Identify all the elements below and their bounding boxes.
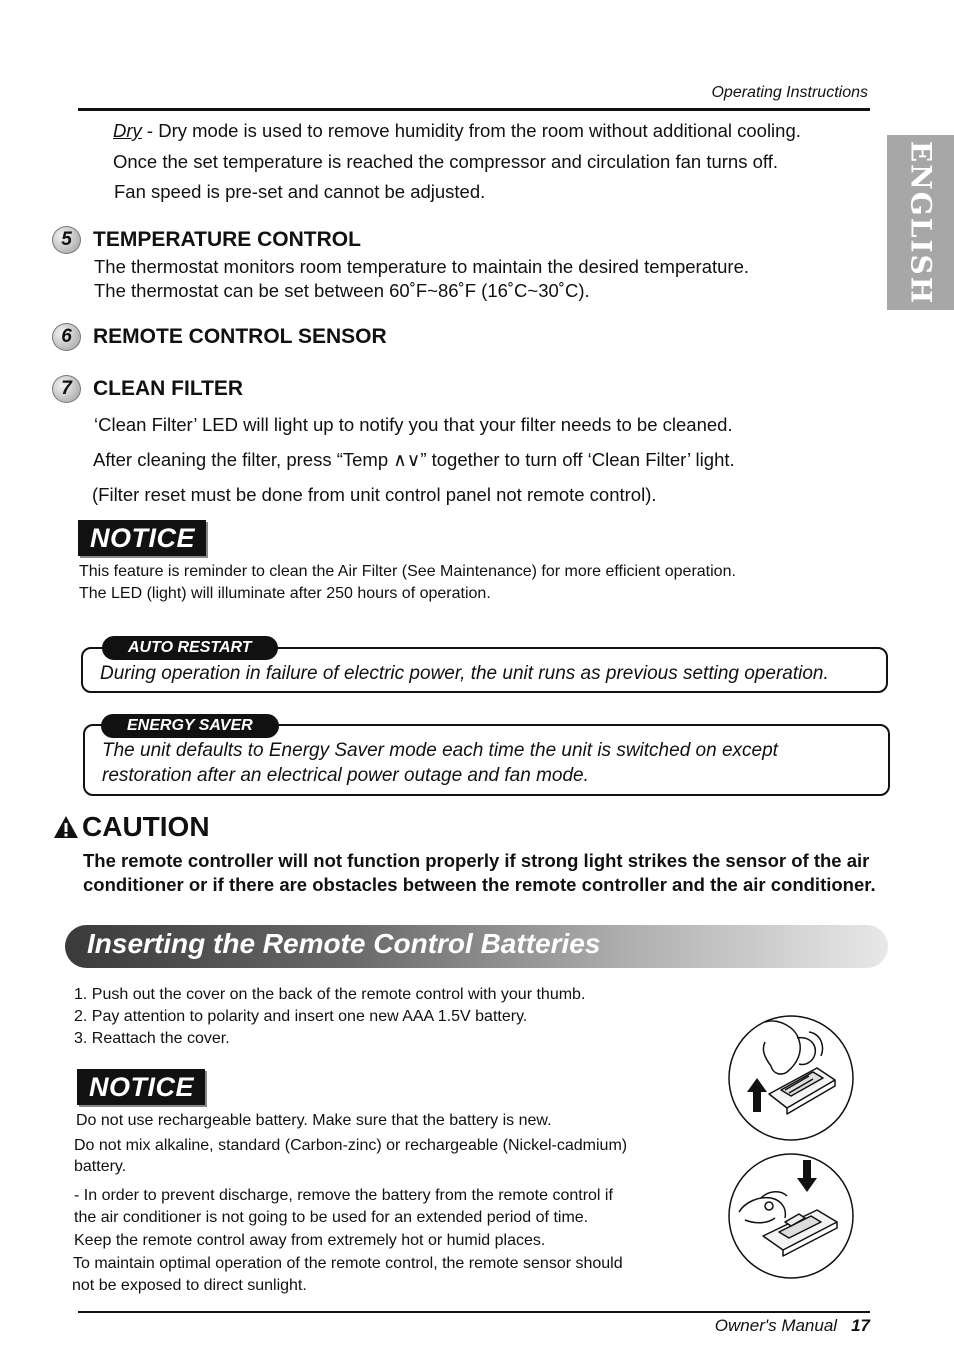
section-title: REMOTE CONTROL SENSOR [93,325,387,348]
battery-step-3: 3. Reattach the cover. [74,1030,230,1047]
notice-label: NOTICE [78,520,206,556]
energy-saver-line-1: The unit defaults to Energy Saver mode each time the unit is switched on except [102,740,778,761]
warning-triangle-icon [53,815,79,839]
dry-line-2: Once the set temperature is reached the compressor and circulation fan turns off. [113,151,778,172]
notice2-line-2: Do not mix alkaline, standard (Carbon-zinc) or rechargeable (Nickel-cadmium) [74,1137,628,1154]
energy-saver-label: ENERGY SAVER [101,714,279,738]
notice2-line-3: battery. [74,1158,127,1175]
section-title: CLEAN FILTER [93,377,244,400]
section-temperature-control [52,226,361,254]
dry-line-1 [113,120,801,142]
remove-battery-cover-illustration [725,1012,857,1144]
energy-saver-line-2: restoration after an electrical power outage and fan mode. [102,765,589,786]
caution-heading [53,811,210,843]
battery-step-2: 2. Pay attention to polarity and insert one new AAA 1.5V battery. [74,1008,528,1025]
notice2-line-6: Keep the remote control away from extremely hot or humid places. [74,1232,546,1249]
clean-filter-line-1: ‘Clean Filter’ LED will light up to notify you that your filter needs to be cleaned. [94,414,733,435]
footer-label: Owner's Manual [714,1316,838,1335]
caution-line-2: conditioner or if there are obstacles between the remote controller and the air conditioner. [83,874,876,895]
notice2-line-5: the air conditioner is not going to be used for an extended period of time. [74,1209,589,1226]
battery-step-1: 1. Push out the cover on the back of the remote control with your thumb. [74,986,586,1003]
auto-restart-text: During operation in failure of electric power, the unit runs as previous setting operation. [100,663,829,684]
header-title: Operating Instructions [711,84,868,101]
notice2-line-8: not be exposed to direct sunlight. [72,1277,307,1294]
dry-keyword: Dry [113,120,142,141]
insert-battery-illustration [725,1152,857,1282]
header-rule [78,108,870,111]
language-tab-label: ENGLISH [904,140,937,305]
notice-line-2: The LED (light) will illuminate after 250 hours of operation. [79,585,491,602]
notice2-line-4: - In order to prevent discharge, remove the battery from the remote control if [74,1187,613,1204]
footer [715,1316,870,1336]
section-title: TEMPERATURE CONTROL [93,228,361,251]
section-number-badge: 6 [52,323,81,351]
auto-restart-label: AUTO RESTART [102,636,278,660]
notice2-line-7: To maintain optimal operation of the remote control, the remote sensor should [73,1255,623,1272]
clean-filter-line-3: (Filter reset must be done from unit control panel not remote control). [92,484,657,505]
section-remote-control-sensor [52,323,387,351]
notice-line-1: This feature is reminder to clean the Air Filter (See Maintenance) for more efficient operation. [79,563,736,580]
temperature-line-1: The thermostat monitors room temperature to maintain the desired temperature. [94,256,749,277]
language-tab [887,135,954,310]
section-number-badge: 7 [52,375,81,403]
clean-filter-line-2: After cleaning the filter, press “Temp ∧∨” together to turn off ‘Clean Filter’ light. [93,449,735,470]
caution-title: CAUTION [82,811,210,842]
notice-label: NOTICE [77,1069,205,1105]
page-number: 17 [851,1316,870,1335]
dry-line-1-text: - Dry mode is used to remove humidity from the room without additional cooling. [141,120,801,141]
temperature-line-2: The thermostat can be set between 60˚F~86˚F (16˚C~30˚C). [94,280,590,301]
section-banner [65,925,888,968]
caution-line-1: The remote controller will not function properly if strong light strikes the sensor of the air [83,850,870,871]
section-clean-filter [52,375,243,403]
footer-rule [78,1311,870,1313]
dry-line-3: Fan speed is pre-set and cannot be adjusted. [114,181,486,202]
banner-title: Inserting the Remote Control Batteries [87,928,601,959]
section-number-badge: 5 [52,226,81,254]
notice2-line-1: Do not use rechargeable battery. Make sure that the battery is new. [76,1112,552,1129]
